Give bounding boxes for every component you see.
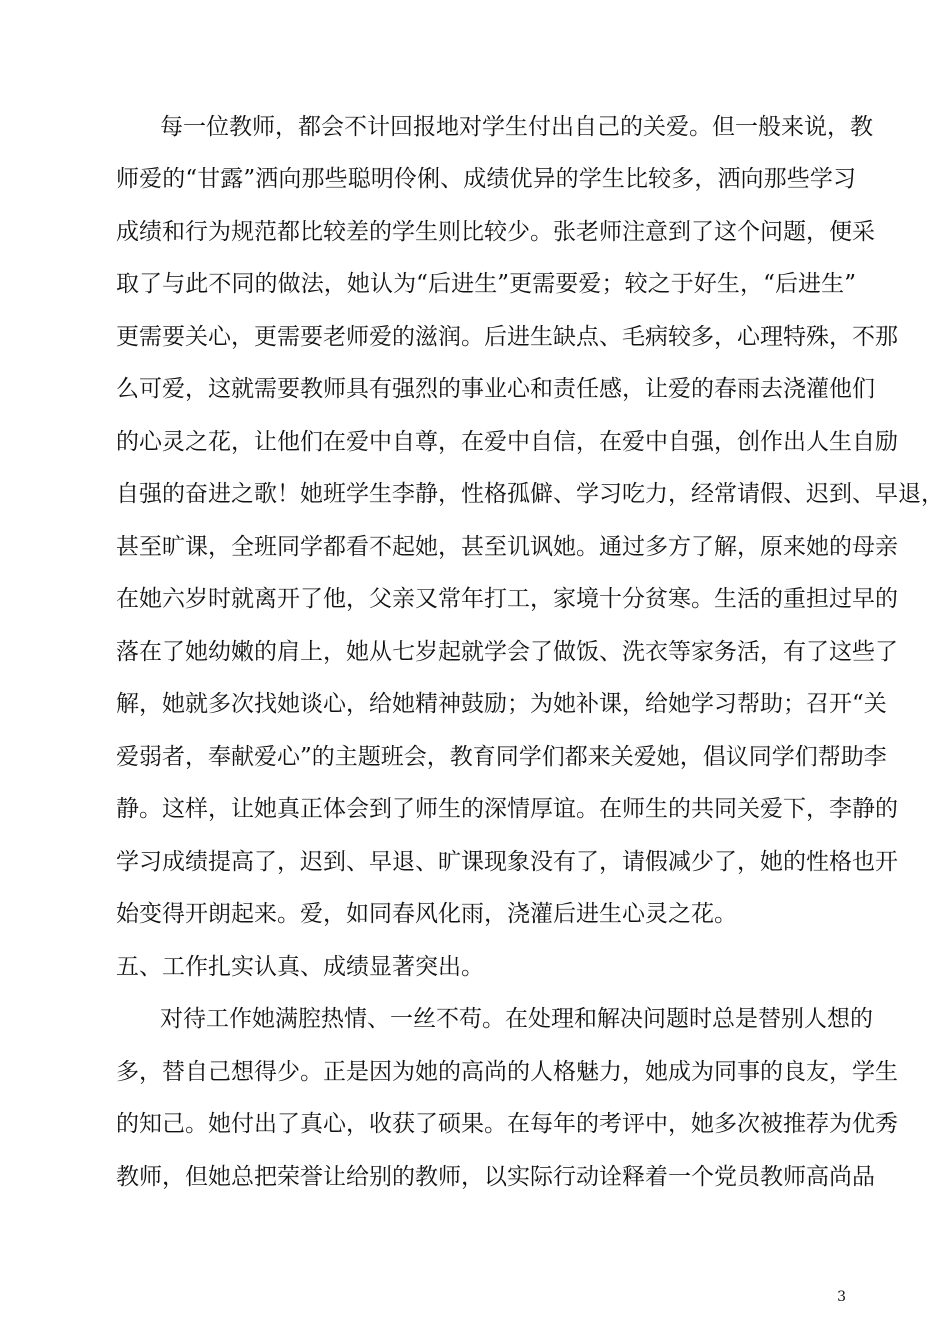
paragraph-line: 静。这样，让她真正体会到了师生的深情厚谊。在师生的共同关爱下，李静的 bbox=[116, 796, 898, 822]
paragraph-line: 么可爱，这就需要教师具有强烈的事业心和责任感，让爱的春雨去浇灌他们 bbox=[116, 376, 875, 402]
paragraph-line: 学习成绩提高了，迟到、早退、旷课现象没有了，请假减少了，她的性格也开 bbox=[116, 849, 898, 875]
section-heading: 五、工作扎实认真、成绩显著突出。 bbox=[116, 954, 484, 980]
paragraph-line: 解，她就多次找她谈心，给她精神鼓励；为她补课，给她学习帮助；召开“关 bbox=[116, 691, 887, 717]
paragraph-line: 师爱的“甘露”洒向那些聪明伶俐、成绩优异的学生比较多，洒向那些学习 bbox=[116, 166, 856, 192]
paragraph-line: 始变得开朗起来。爱，如同春风化雨，浇灌后进生心灵之花。 bbox=[116, 901, 737, 927]
paragraph-line: 在她六岁时就离开了他，父亲又常年打工，家境十分贫寒。生活的重担过早的 bbox=[116, 586, 898, 612]
paragraph-line: 自强的奋进之歌！她班学生李静，性格孤僻、学习吃力，经常请假、迟到、早退， bbox=[116, 481, 944, 507]
paragraph-line: 教师，但她总把荣誉让给别的教师，以实际行动诠释着一个党员教师高尚品 bbox=[116, 1164, 875, 1190]
paragraph-line: 更需要关心，更需要老师爱的滋润。后进生缺点、毛病较多，心理特殊，不那 bbox=[116, 324, 898, 350]
paragraph-line: 每一位教师，都会不计回报地对学生付出自己的关爱。但一般来说，教 bbox=[160, 114, 873, 140]
paragraph-line: 的知己。她付出了真心，收获了硕果。在每年的考评中，她多次被推荐为优秀 bbox=[116, 1111, 898, 1137]
paragraph-line: 甚至旷课，全班同学都看不起她，甚至讥讽她。通过多方了解，原来她的母亲 bbox=[116, 534, 898, 560]
paragraph-line: 落在了她幼嫩的肩上，她从七岁起就学会了做饭、洗衣等家务活，有了这些了 bbox=[116, 639, 898, 665]
paragraph-line: 多，替自己想得少。正是因为她的高尚的人格魅力，她成为同事的良友，学生 bbox=[116, 1059, 898, 1085]
paragraph-line: 取了与此不同的做法，她认为“后进生”更需要爱；较之于好生，“后进生” bbox=[116, 271, 856, 297]
paragraph-line: 爱弱者，奉献爱心”的主题班会，教育同学们都来关爱她，倡议同学们帮助李 bbox=[116, 744, 887, 770]
paragraph-line: 对待工作她满腔热情、一丝不苟。在处理和解决问题时总是替别人想的 bbox=[160, 1006, 873, 1032]
page-number: 3 bbox=[837, 1289, 846, 1305]
paragraph-line: 成绩和行为规范都比较差的学生则比较少。张老师注意到了这个问题，便采 bbox=[116, 219, 875, 245]
paragraph-line: 的心灵之花，让他们在爱中自尊，在爱中自信，在爱中自强，创作出人生自励 bbox=[116, 429, 898, 455]
